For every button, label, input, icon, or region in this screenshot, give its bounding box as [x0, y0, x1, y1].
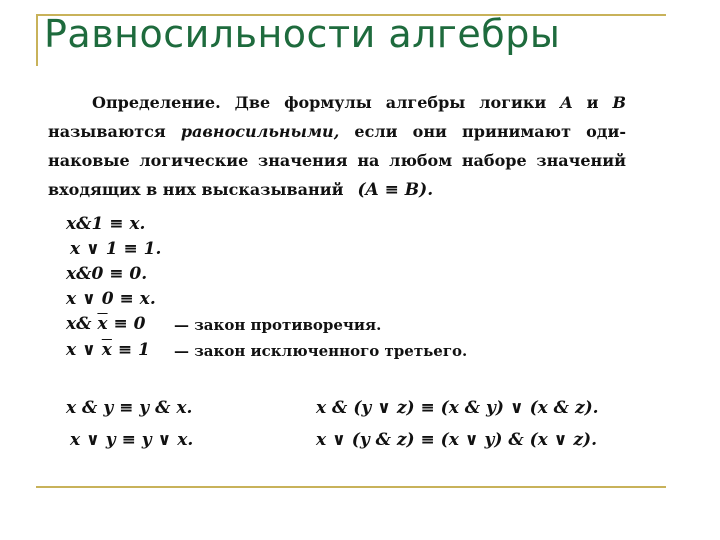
var-b: B [612, 93, 626, 112]
definition-line2-prefix: называются [48, 122, 166, 141]
contradiction-formula: x& $\overline{x} \equiv 0$ [66, 314, 146, 334]
negated-x: $\overline{x}$ [101, 340, 112, 360]
excluded-middle-formula: x ∨ $\overline{x} \equiv 1$ [66, 340, 150, 360]
definition-line4: входящих в них высказываний [48, 180, 344, 199]
definition-block [48, 88, 626, 205]
definition-lead: Определение. [92, 93, 221, 112]
identity-and-one: x&1 ≡ x. [66, 214, 146, 234]
conj-i: и [586, 93, 599, 112]
contradiction-law-label: — закон противоречия. [174, 316, 382, 334]
negated-x: $\overline{x}$ [97, 314, 108, 334]
commutative-or: x ∨ y ≡ y ∨ x. [70, 430, 194, 450]
definition-term: равносильными, [180, 122, 340, 141]
frame-left-line [36, 14, 38, 66]
identity-or-one: x ∨ 1 ≡ 1. [70, 239, 162, 259]
var-a: A [560, 93, 573, 112]
commutative-and: x & y ≡ y & x. [66, 398, 193, 418]
definition-line3: наковые логические значения на любом наборе значений [48, 151, 626, 170]
slide-title: Равносильности алгебры [44, 12, 561, 56]
definition-line1: Две формулы алгебры логики [234, 93, 547, 112]
identity-or-zero: x ∨ 0 ≡ x. [66, 289, 156, 309]
frame-bottom-line [36, 486, 666, 488]
distributive-or-over-and: x ∨ (y & z) ≡ (x ∨ y) & (x ∨ z). [316, 430, 598, 450]
identity-and-zero: x&0 ≡ 0. [66, 264, 148, 284]
excluded-middle-law-label: — закон исключенного третьего. [174, 342, 468, 360]
definition-notation: (A ≡ B). [357, 180, 434, 200]
distributive-and-over-or: x & (y ∨ z) ≡ (x & y) ∨ (x & z). [316, 398, 599, 418]
definition-line2-suffix: если они принимают оди- [354, 122, 626, 141]
